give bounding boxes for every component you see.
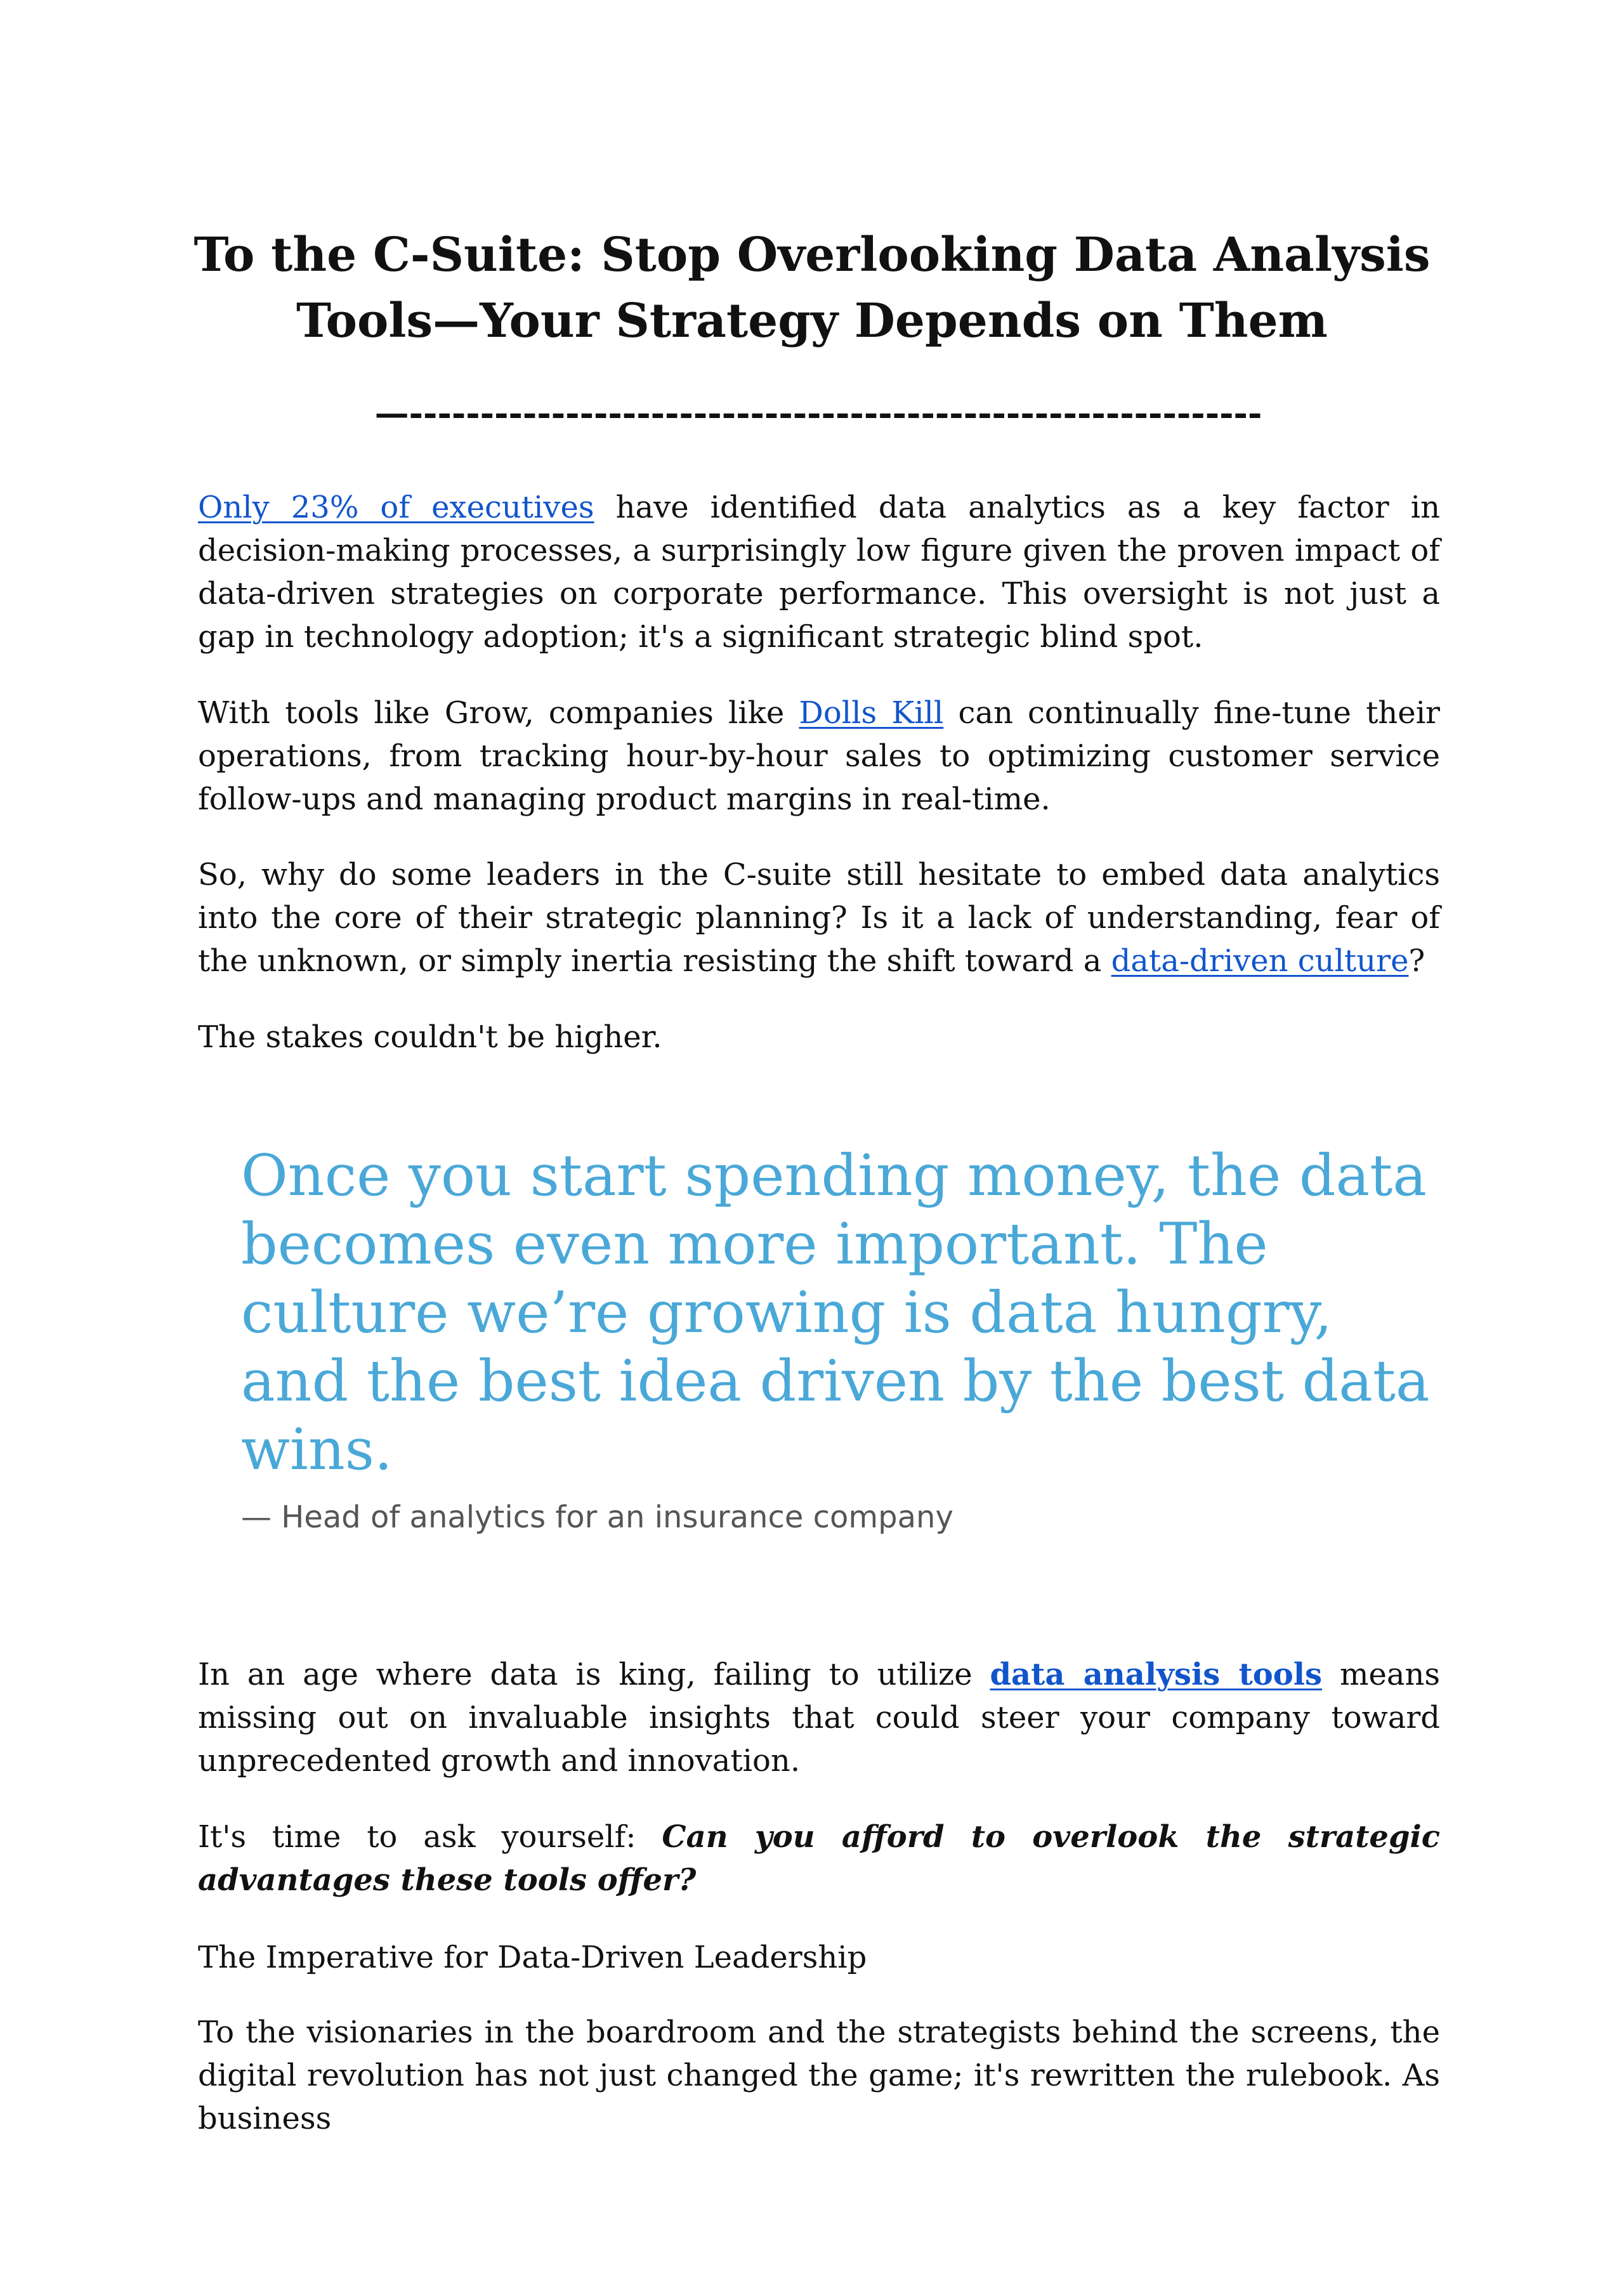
- pull-quote-attribution: — Head of analytics for an insurance company: [241, 1499, 953, 1535]
- dolls-kill-link[interactable]: Dolls Kill: [799, 695, 944, 731]
- question-paragraph: [198, 1815, 1440, 1902]
- section-heading: The Imperative for Data-Driven Leadership: [198, 1940, 867, 1975]
- executives-stat-link[interactable]: Only 23% of executives: [198, 490, 594, 525]
- question-paragraph-emphasis: Can you afford to overlook the strategic advantages these tools offer?: [198, 1819, 1440, 1898]
- intro-paragraph-text: have identified data analytics as a key factor in decision-making processes, a surprisingly low figure given the proven impact of data-driven strategies on corporate performance. This oversight is not just a gap in technology adoption; it's a significant strategic blind spot.: [198, 490, 1440, 655]
- age-paragraph-before: In an age where data is king, failing to utilize: [198, 1657, 990, 1692]
- stakes-paragraph: The stakes couldn't be higher.: [198, 1019, 662, 1055]
- closing-paragraph: To the visionaries in the boardroom and the strategists behind the screens, the digital revolution has not just changed the game; it's rewritten the rulebook. As business: [198, 2015, 1440, 2136]
- tools-paragraph-after: can continually fine-tune their operations, from tracking hour-by-hour sales to optimizing customer service follow-ups and managing product margins in real-time.: [198, 695, 1441, 817]
- hesitation-paragraph-before: So, why do some leaders in the C-suite still hesitate to embed data analytics into the core of their strategic planning? Is it a lack of understanding, fear of the unknown, or simply inertia resisting the shift toward a: [198, 857, 1440, 979]
- intro-paragraph: [198, 486, 1440, 658]
- tools-paragraph-before: With tools like Grow, companies like: [198, 695, 799, 731]
- tools-paragraph: [198, 691, 1440, 821]
- hesitation-paragraph-after: ?: [1408, 943, 1425, 979]
- age-paragraph-after: means missing out on invaluable insights that could steer your company toward unprecedented growth and innovation.: [198, 1657, 1441, 1779]
- article-title: To the C-Suite: Stop Overlooking Data Analysis Tools—Your Strategy Depends on Them: [193, 228, 1431, 348]
- title-divider: —------------------------------------------------------------: [374, 393, 1262, 433]
- hesitation-paragraph: [198, 853, 1440, 983]
- data-analysis-tools-link[interactable]: data analysis tools: [990, 1657, 1323, 1692]
- age-paragraph: [198, 1653, 1440, 1782]
- data-driven-culture-link[interactable]: data-driven culture: [1111, 943, 1409, 979]
- pull-quote: [241, 1142, 1446, 1536]
- pull-quote-text: Once you start spending money, the data becomes even more important. The culture we’re growing is data hungry, and the best idea driven by the best data wins.: [241, 1142, 1430, 1483]
- question-paragraph-before: It's time to ask yourself:: [198, 1819, 662, 1855]
